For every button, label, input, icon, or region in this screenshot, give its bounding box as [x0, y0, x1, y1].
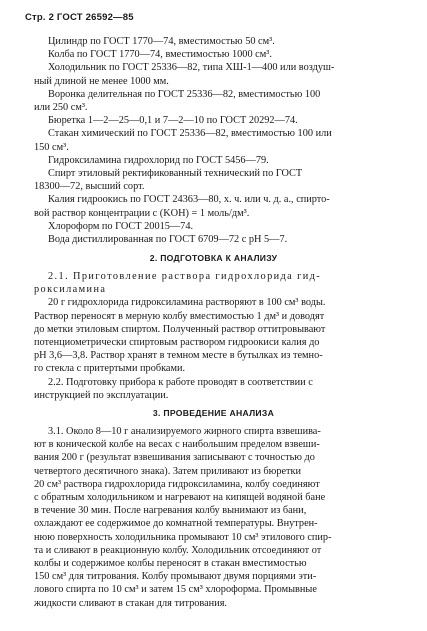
section-3-body — [34, 425, 404, 610]
paragraph-line: нюю поверхность холодильника промывают 10 см³ этилового спир- — [34, 531, 332, 543]
list-item: или 250 см³. — [34, 102, 88, 114]
list-item: Хлороформ по ГОСТ 20015—74. — [48, 220, 194, 232]
paragraph-line: го стекла с притертыми пробками. — [34, 363, 186, 375]
paragraph-line: охлаждают ее содержимое до комнатной температуры. Внутрен- — [34, 518, 318, 530]
paragraph-line: жидкости сливают в стакан для титрования. — [34, 597, 228, 609]
paragraph-line: pH 3,6—3,8. Раствор хранят в темном месте в бутылках из темно- — [34, 350, 323, 362]
paragraph-line: потенциометрически спиртовым раствором гидроокиси калия до — [34, 337, 320, 349]
section-heading: 3. ПРОВЕДЕНИЕ АНАЛИЗА — [152, 408, 275, 418]
paragraph-line: роксиламина — [34, 284, 107, 296]
list-item: Бюретка 1—2—25—0,1 и 7—2—10 по ГОСТ 20292—74. — [48, 115, 298, 127]
list-item: Цилиндр по ГОСТ 1770—74, вместимостью 50 см³. — [48, 36, 275, 47]
list-item: Стакан химический по ГОСТ 25336—82, вместимостью 100 или — [48, 128, 332, 140]
paragraph-line: 3.1. Около 8—10 г анализируемого жирного спирта взвешива- — [48, 426, 321, 437]
paragraph-line: инструкцией по эксплуатации. — [34, 389, 169, 401]
paragraph-line: с обратным холодильником и нагревают на кипящей водяной бане — [34, 492, 326, 504]
paragraph-line: 20 см³ раствора гидрохлорида гидроксиламина, колбу соединяют — [34, 478, 320, 490]
paragraph-line: лового спирта по 10 см³ и затем 15 см³ хлороформа. Промывные — [34, 584, 317, 596]
paragraph-line: в течение 30 мин. После нагревания колбу вынимают из бани, — [34, 505, 307, 517]
list-item: 150 см³. — [34, 141, 69, 153]
list-item: Вода дистиллированная по ГОСТ 6709—72 с pH 5—7. — [48, 234, 288, 246]
paragraph-line: 2.1. Приготовление раствора гидрохлорида гид- — [48, 271, 322, 282]
list-item: Спирт этиловый ректификованный технический по ГОСТ — [48, 168, 303, 180]
list-item: Холодильник по ГОСТ 25336—82, типа ХШ-1—400 или воздуш- — [48, 62, 335, 74]
section-heading: 2. ПОДГОТОВКА К АНАЛИЗУ — [149, 253, 278, 263]
paragraph-line: вания 200 г (результат взвешивания записывают с точностью до — [34, 452, 315, 464]
paragraph-line: 2.2. Подготовку прибора к работе проводят в соответствии с — [48, 376, 313, 388]
list-item: Колба по ГОСТ 1770—74, вместимостью 1000 см³. — [48, 49, 272, 61]
paragraph-line: 20 г гидрохлорида гидроксиламина растворяют в 100 см³ воды. — [48, 297, 326, 309]
paragraph-line: 150 см³ для титрования. Колбу промывают двумя порциями эти- — [34, 571, 317, 583]
list-item: ный длиной не менее 1000 мм. — [34, 75, 169, 87]
list-item: Калия гидроокись по ГОСТ 24363—80, х. ч. или ч. д. а., спирто- — [48, 194, 330, 206]
paragraph-line: та и сливают в реакционную колбу. Холодильник отсоединяют от — [34, 544, 322, 556]
list-item: Гидроксиламина гидрохлорид по ГОСТ 5456—79. — [48, 154, 269, 166]
paragraph-line: ют в конической колбе на весах с наибольшим пределом взвеши- — [34, 439, 320, 451]
paragraph-line: четвертого десятичного знака). Затем приливают из бюретки — [34, 465, 302, 477]
paragraph-line: Раствор переносят в мерную колбу вместимостью 1 дм³ и доводят — [34, 310, 325, 322]
list-item: Воронка делительная по ГОСТ 25336—82, вместимостью 100 — [48, 88, 321, 100]
list-item: 18300—72, высший сорт. — [34, 181, 145, 193]
section-2-body — [34, 270, 404, 402]
page-header: Стр. 2 ГОСТ 26592—85 — [25, 12, 134, 23]
list-item: вой раствор концентрации c (KOH) = 1 моль/дм³. — [34, 207, 250, 219]
paragraph-line: колбы и содержимое колбы переносят в стакан вместимостью — [34, 558, 307, 570]
reagents-list — [34, 35, 404, 246]
paragraph-line: до метки этиловым спиртом. Полученный раствор оттитровывают — [34, 323, 326, 335]
